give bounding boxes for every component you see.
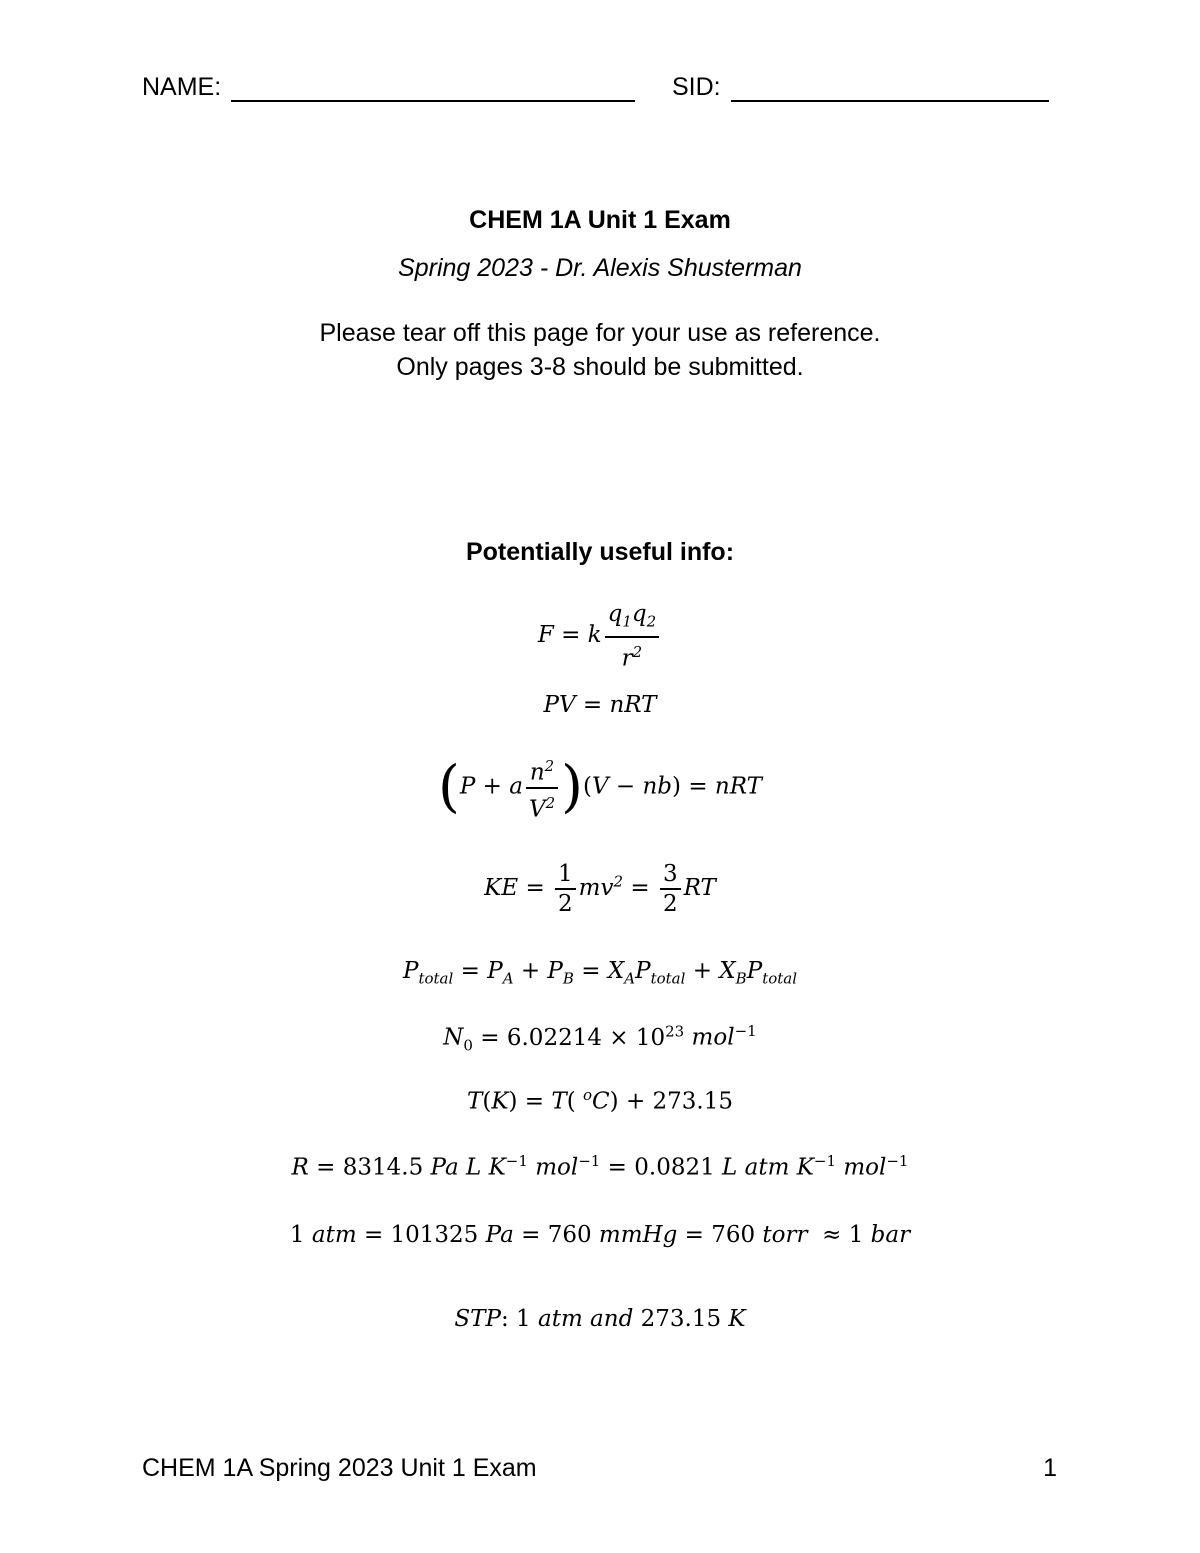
equation-van-der-waals: (P + a $\frac{n^2}{V^2}$ )(V − nb) = nRT [0, 752, 1200, 823]
equation-avogadro: $N_0 = 6.02214 \times 10^{23}$ mol$^{-1}$ [443, 1022, 757, 1055]
equation-partial-pressure: $P_{total} = P_A + P_B = X_AP_{total} + X_BP_{total}$ [402, 958, 798, 988]
name-blank-line [231, 76, 635, 102]
exam-title: CHEM 1A Unit 1 Exam [469, 206, 731, 234]
instructions [0, 316, 1200, 384]
sid-field [672, 72, 1049, 102]
equation-pressure-units: 1 atm = 101325 Pa = 760 mmHg = 760 torr ≈ 1 bar [289, 1222, 911, 1248]
name-label: NAME: [142, 73, 222, 101]
name-field [142, 72, 635, 102]
footer-course: CHEM 1A Spring 2023 Unit 1 Exam [142, 1454, 537, 1482]
equation-stp: STP: 1 atm and 273.15 K [454, 1306, 746, 1332]
exam-subtitle: Spring 2023 - Dr. Alexis Shusterman [398, 254, 802, 282]
info-heading: Potentially useful info: [465, 538, 735, 566]
sid-blank-line [731, 76, 1049, 102]
instruction-line: Please tear off this page for your use as reference. [319, 319, 881, 347]
equation-gas-constant: R = 8314.5 Pa L $K^{-1}$ mol$^{-1}$ = 0.0821 L atm $K^{-1}$ mol$^{-1}$ [291, 1152, 909, 1181]
sid-label: SID: [672, 73, 721, 101]
instruction-line: Only pages 3-8 should be submitted. [396, 353, 804, 381]
equation-coulomb: F = k $\frac{q_1q_2}{r^2}$ [0, 600, 1200, 672]
equation-kinetic-energy: KE = $\frac{1}{2}$ $mv^2$ = $\frac{3}{2}$ RT [484, 861, 716, 917]
equation-ideal-gas: PV = nRT [543, 692, 657, 718]
page-number: 1 [1043, 1454, 1057, 1482]
equation-temperature: T(K) = T( $^o$C) + 273.15 [466, 1086, 734, 1115]
